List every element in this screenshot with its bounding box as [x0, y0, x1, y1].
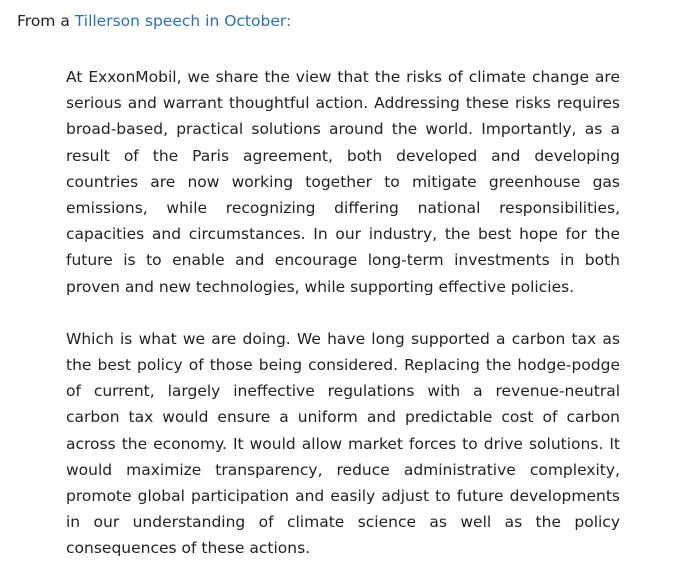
speech-quote	[66, 64, 620, 562]
intro-prefix: From a	[17, 12, 75, 30]
quote-paragraph-2: Which is what we are doing. We have long supported a carbon tax as the best policy of those being considered. Replacing the hodge-podge of current, largely ineffective regulations with a revenue-neutral carbon tax would ensure a uniform and predictable cost of carbon across the economy. It would allow market forces to drive solutions. It would maximize transparency, reduce administrative complexity, promote global participation and easily adjust to future developments in our understanding of climate science as well as the policy consequences of these actions.	[66, 329, 620, 558]
quote-paragraph-1: At ExxonMobil, we share the view that the risks of climate change are serious and warrant thoughtful action. Addressing these risks requires broad-based, practical solutions around the world. Importantly, as a result of the Paris agreement, both developed and developing countries are now working together to mitigate greenhouse gas emissions, while recognizing differing national responsibilities, capacities and circumstances. In our industry, the best hope for the future is to enable and encourage long-term investments in both proven and new technologies, while supporting effective policies.	[66, 68, 620, 296]
tillerson-speech-link[interactable]: Tillerson speech in October:	[74, 12, 292, 30]
intro-line	[17, 8, 291, 34]
